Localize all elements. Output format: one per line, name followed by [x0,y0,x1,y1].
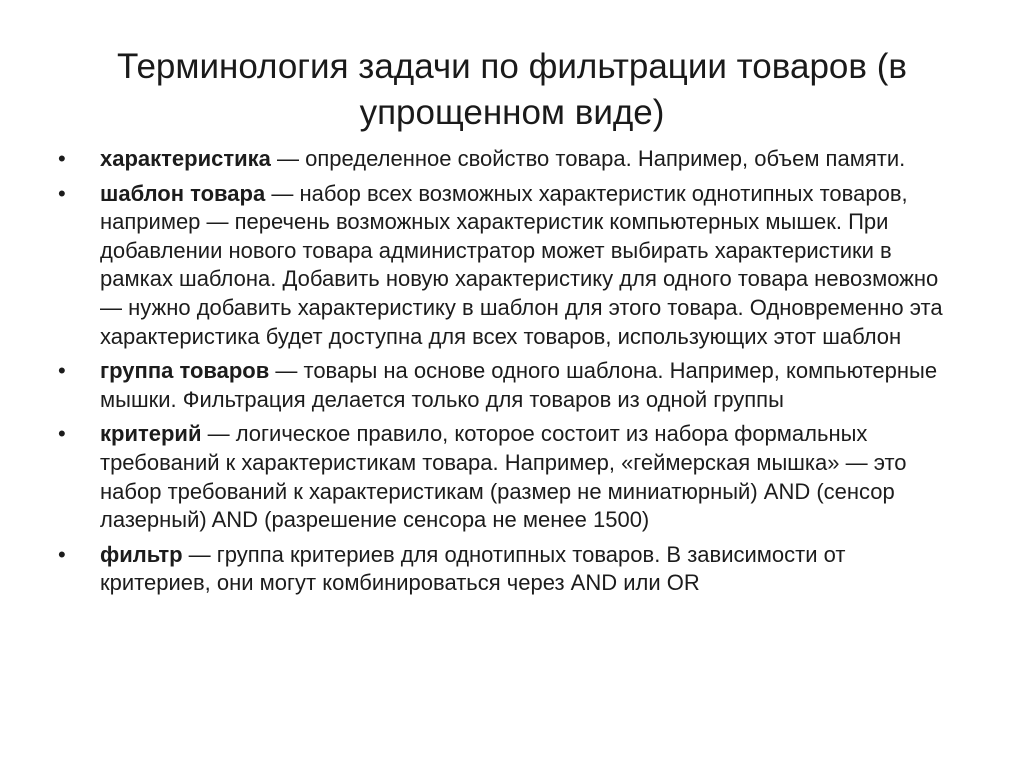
slide-title: Терминология задачи по фильтрации товаров (в упрощенном виде) [117,47,907,132]
term-definition: — логическое правило, которое состоит из набора формальных требований к характеристикам товара. Например, «геймерская мышка» — это набор требований к характеристикам (размер не миниатюрный) AND (сенсор лазерный) AND (разрешение сенсора не менее 1500) [100,421,907,533]
bullet-icon: • [58,541,66,567]
list-item [58,420,958,534]
term-label: характеристика [100,146,271,171]
list-item [58,145,958,174]
term-label: группа товаров [100,358,270,384]
list-item [58,180,958,352]
bullet-icon: • [58,421,66,447]
term-definition: — товары на основе одного шаблона. Например, компьютерные мышки. Фильтрация делается только для товаров из одной группы [100,358,938,412]
term-definition: — определенное свойство товара. Например, объем памяти. [270,146,906,171]
bullet-icon: • [58,180,66,206]
bullet-list [58,145,958,604]
term-definition: — группа критериев для однотипных товаров. В зависимости от критериев, они могут комбинироваться через AND или OR [100,541,846,596]
list-item [58,357,958,414]
term-label: фильтр [100,541,183,567]
bullet-icon: • [58,146,66,171]
term-label: критерий [100,421,202,447]
term-label: шаблон товара [100,180,266,206]
term-definition: — набор всех возможных характеристик однотипных товаров, например — перечень возможных характеристик компьютерных мышек. При добавлении нового товара администратор может выбирать характеристики в рамках шаблона. Добавить новую характеристику для одного товара невозможно — нужно добавить характеристику в шаблон для этого товара. Одновременно эта характеристика будет доступна для всех товаров, использующих этот шаблон [100,180,943,349]
list-item [58,541,958,598]
bullet-icon: • [58,358,66,384]
